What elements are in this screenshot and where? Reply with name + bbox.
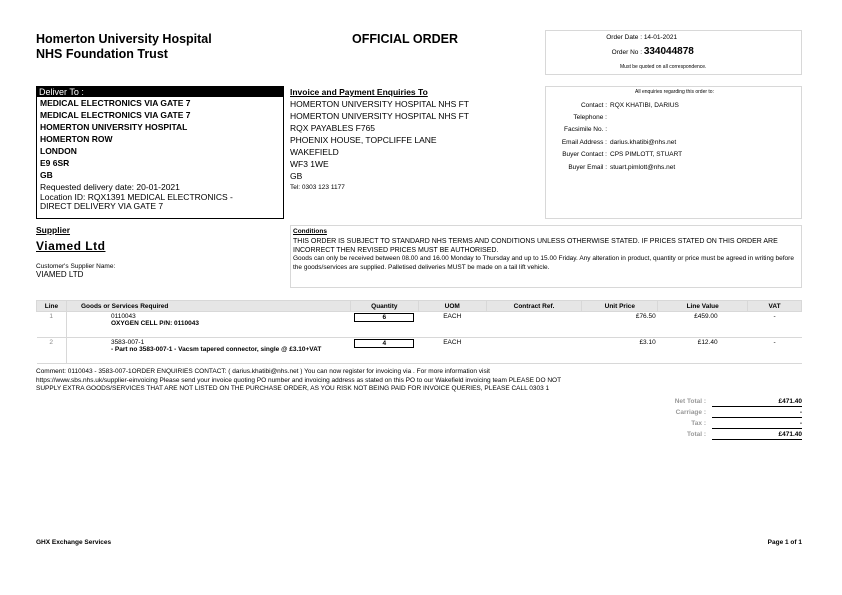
net-total-label: Net Total : <box>674 398 706 405</box>
totals-box <box>660 396 802 440</box>
column-header: Unit Price <box>582 301 658 312</box>
invoice-telephone: Tel: 0303 123 1177 <box>290 184 345 191</box>
line-value: £12.40 <box>658 338 748 364</box>
carriage-label: Carriage : <box>675 409 706 416</box>
contract-ref <box>486 312 582 338</box>
supplier-section <box>36 225 284 279</box>
invoice-address <box>290 86 545 194</box>
deliver-line: GB <box>40 170 53 180</box>
table-row <box>37 312 802 338</box>
item-code: 3583-007-1 <box>110 339 145 346</box>
order-number: 334044878 <box>643 46 694 57</box>
email-label: Email Address : <box>561 139 607 146</box>
table-row <box>37 338 802 364</box>
telephone-label: Telephone : <box>573 114 607 121</box>
invoice-line: HOMERTON UNIVERSITY HOSPITAL NHS FT <box>290 111 469 121</box>
table-header-row <box>37 301 802 312</box>
total-value: £471.40 <box>712 430 802 440</box>
deliver-to-heading: Deliver To : <box>37 87 283 97</box>
organisation-line-2: NHS Foundation Trust <box>36 47 168 61</box>
deliver-to-box <box>36 86 284 219</box>
invoice-line: GB <box>290 171 303 181</box>
order-lines-table <box>36 300 802 364</box>
conditions-text-2: Goods can only be received between 08.00 and 16.00 Monday to Thursday and up to 15.00 Friday. Any alteration in product, quantity or price must be agreed in writing before the goods/services are supplied. Palletised deliveries MUST be made on a tail lift vehicle. <box>293 255 794 271</box>
deliver-line: HOMERTON UNIVERSITY HOSPITAL <box>40 122 188 132</box>
customer-supplier-name: VIAMED LTD <box>36 270 84 279</box>
deliver-line: MEDICAL ELECTRONICS VIA GATE 7 <box>40 98 191 108</box>
supplier-name: Viamed Ltd <box>36 239 106 253</box>
order-date-label: Order Date : <box>606 34 642 41</box>
total-label: Total : <box>686 431 706 438</box>
uom-value: EACH <box>418 312 486 338</box>
buyer-contact: CPS PIMLOTT, STUART <box>610 151 683 158</box>
vat-value: - <box>748 312 802 338</box>
comment-line-2: https://www.sbs.nhs.uk/supplier-einvoicing Please send your invoice quoting PO number and invoicing address as stated on this PO to our Wakefield invoicing team PLEASE DO NOT <box>36 376 562 384</box>
invoice-line: WF3 1WE <box>290 159 329 169</box>
conditions-heading: Conditions <box>293 228 327 235</box>
net-total: £471.40 <box>712 397 802 407</box>
vat-value: - <box>748 338 802 364</box>
comment-line-1: Comment: 0110043 - 3583-007-1ORDER ENQUIRIES CONTACT: ( darius.khatibi@nhs.net ) You can now register for invoicing via . For more information visit <box>36 368 490 375</box>
quantity-value: 6 <box>354 313 414 322</box>
invoice-heading: Invoice and Payment Enquiries To <box>290 87 428 97</box>
column-header: Quantity <box>350 301 418 312</box>
uom-value: EACH <box>418 338 486 364</box>
deliver-line: E9 6SR <box>40 158 70 168</box>
item-description: - Part no 3583-007-1 - Vacsm tapered connector, single @ £3.10+VAT <box>110 346 322 353</box>
order-comment <box>36 368 802 394</box>
item-description: OXYGEN CELL P/N: 0110043 <box>110 320 199 327</box>
conditions-text-1: THIS ORDER IS SUBJECT TO STANDARD NHS TERMS AND CONDITIONS UNLESS OTHERWISE STATED. IF PRICES STATED ON THIS ORDER ARE INCORRECT THEN REVISED PRICES MUST BE AUTHORISED. <box>293 238 778 254</box>
customer-supplier-name-label: Customer's Supplier Name: <box>36 263 116 270</box>
deliver-line: HOMERTON ROW <box>40 134 113 144</box>
footer-source: GHX Exchange Services <box>36 539 112 546</box>
deliver-line: LONDON <box>40 146 77 156</box>
contact-box <box>545 86 802 219</box>
order-note: Must be quoted on all correspondence. <box>620 64 707 70</box>
unit-price: £76.50 <box>582 312 658 338</box>
column-header: Line <box>37 301 67 312</box>
invoice-line: RQX PAYABLES F765 <box>290 123 376 133</box>
column-header: UOM <box>418 301 486 312</box>
invoice-line: HOMERTON UNIVERSITY HOSPITAL NHS FT <box>290 99 469 109</box>
email-link[interactable]: darius.khatibi@nhs.net <box>610 139 677 146</box>
deliver-line: MEDICAL ELECTRONICS VIA GATE 7 <box>40 110 191 120</box>
line-number: 2 <box>37 338 67 364</box>
tax-value: - <box>712 419 802 429</box>
document-title: OFFICIAL ORDER <box>352 32 459 46</box>
conditions-box <box>290 225 802 288</box>
order-date: 14-01-2021 <box>643 34 678 41</box>
organisation-line-1: Homerton University Hospital <box>36 32 212 46</box>
unit-price: £3.10 <box>582 338 658 364</box>
order-no-label: Order No : <box>611 49 642 56</box>
location-id-line-1: Location ID: RQX1391 MEDICAL ELECTRONICS - <box>40 192 233 202</box>
page-number: Page 1 of 1 <box>767 539 802 546</box>
organisation-name <box>36 32 212 62</box>
carriage-value: - <box>712 408 802 418</box>
comment-line-3: SUPPLY EXTRA GOODS/SERVICES THAT ARE NOT LISTED ON THE PURCHASE ORDER, AS YOU RISK NOT BEING PAID FOR INVOICE QUERIES, PLEASE CALL 0303 1 <box>36 385 550 392</box>
requested-delivery-date: Requested delivery date: 20-01-2021 <box>40 182 180 192</box>
tax-label: Tax : <box>691 420 706 427</box>
line-value: £459.00 <box>658 312 748 338</box>
contact-label: Contact : <box>580 102 607 109</box>
contact-name: RQX KHATIBI, DARIUS <box>610 102 679 109</box>
column-header: VAT <box>748 301 802 312</box>
buyer-email-link[interactable]: stuart.pimlott@nhs.net <box>610 164 676 171</box>
column-header: Line Value <box>658 301 748 312</box>
contract-ref <box>486 338 582 364</box>
buyer-email-label: Buyer Email : <box>568 164 607 171</box>
invoice-line: PHOENIX HOUSE, TOPCLIFFE LANE <box>290 135 437 145</box>
location-id-line-2: DIRECT DELIVERY VIA GATE 7 <box>40 201 164 211</box>
quantity-value: 4 <box>354 339 414 348</box>
column-header: Goods or Services Required <box>66 301 350 312</box>
contact-heading: All enquiries regarding this order to: <box>635 89 714 95</box>
invoice-line: WAKEFIELD <box>290 147 339 157</box>
supplier-heading: Supplier <box>36 225 71 235</box>
item-code: 0110043 <box>110 313 136 320</box>
order-info-box <box>545 30 802 75</box>
buyer-contact-label: Buyer Contact : <box>562 151 607 158</box>
line-number: 1 <box>37 312 67 338</box>
column-header: Contract Ref. <box>486 301 582 312</box>
fax-label: Facsimile No. : <box>564 126 607 133</box>
